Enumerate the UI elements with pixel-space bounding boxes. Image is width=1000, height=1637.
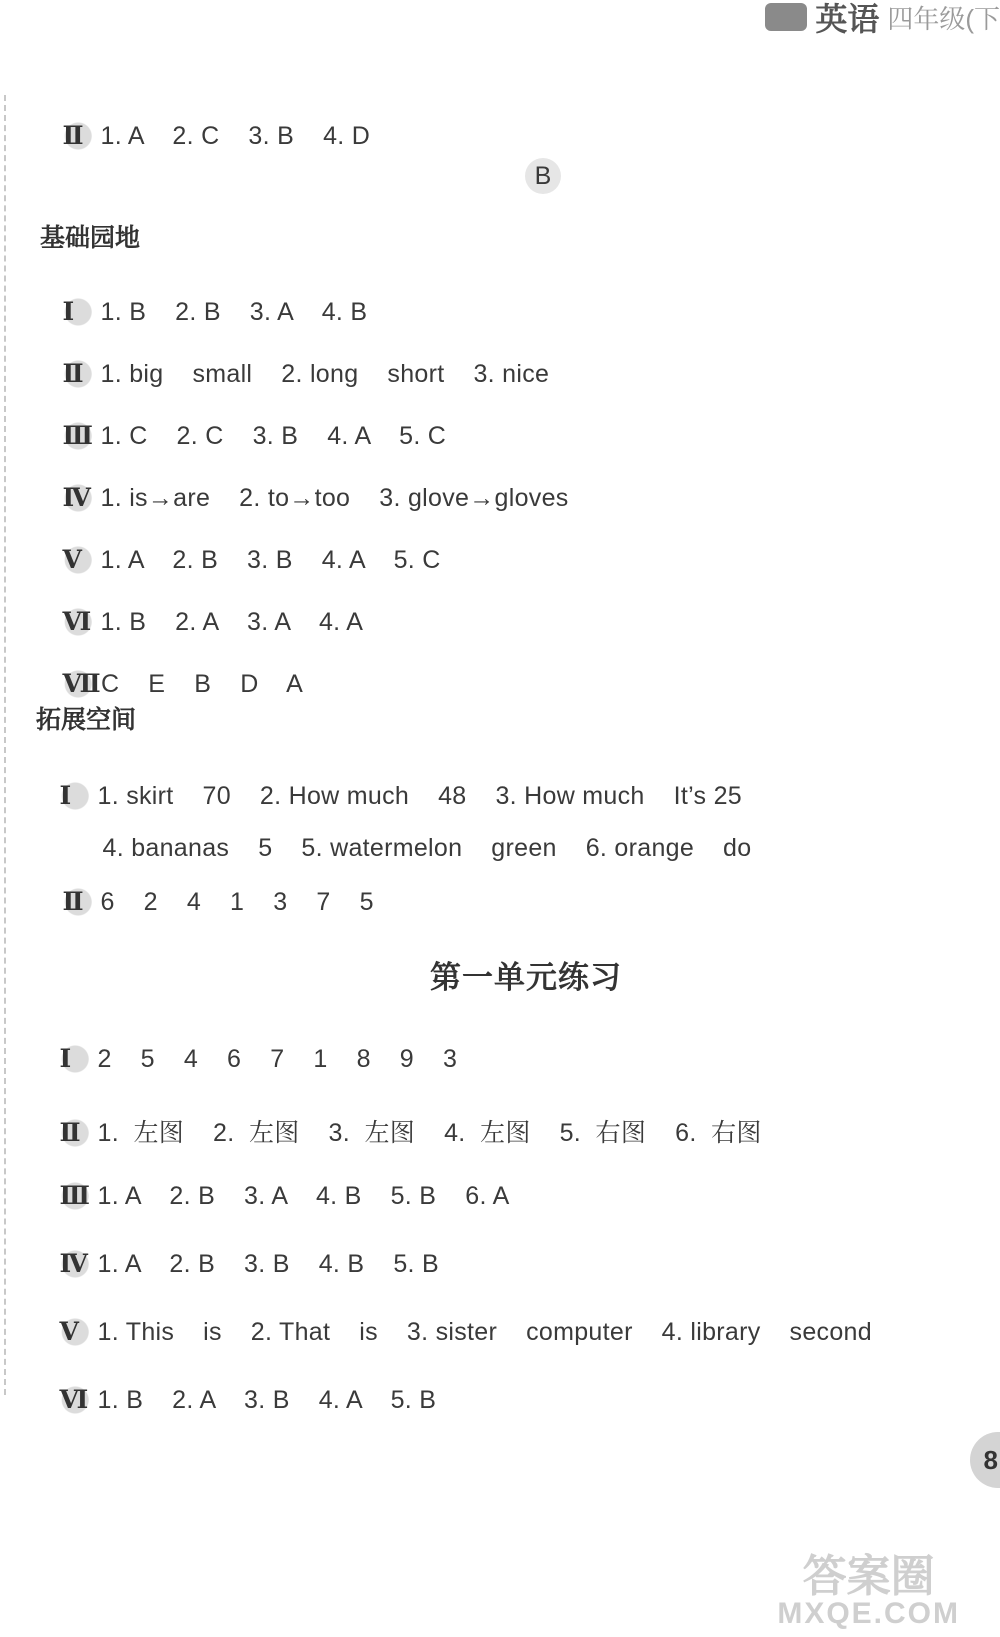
answer-text: C E B D A <box>100 670 304 698</box>
book-logo-icon <box>765 3 807 31</box>
section-b-label: B <box>525 158 561 194</box>
answer-line <box>48 268 367 327</box>
answer-line <box>45 1356 436 1415</box>
page-header <box>700 0 1000 37</box>
question-number: Ⅶ <box>62 671 101 698</box>
answer-text: 1. big small 2. long short 3. nice <box>100 360 550 388</box>
watermark-logo <box>777 1552 960 1630</box>
question-number: Ⅱ <box>63 359 101 389</box>
answer-line <box>48 330 549 389</box>
question-number: Ⅲ <box>63 421 101 451</box>
header-subject: 英语 <box>815 1 880 37</box>
answer-line <box>48 858 374 917</box>
answer-text: 1. C 2. C 3. B 4. A 5. C <box>100 422 447 450</box>
header-grade: 四年级(下 <box>887 3 1000 34</box>
answer-text: 1. B 2. A 3. A 4. A <box>100 608 364 636</box>
answer-text: 2 5 4 6 7 1 8 9 3 <box>97 1045 458 1073</box>
answer-line <box>48 516 441 575</box>
answer-line <box>45 1220 439 1279</box>
question-number: Ⅳ <box>60 1249 98 1279</box>
answer-line <box>45 1015 457 1074</box>
answer-text: 4. bananas 5 5. watermelon green 6. orange do <box>102 834 752 862</box>
answer-line <box>45 1084 762 1149</box>
answer-text: 1. A 2. B 3. B 4. B 5. B <box>97 1250 440 1278</box>
question-number: Ⅱ <box>63 887 101 917</box>
answer-text: 1. A 2. C 3. B 4. D <box>100 122 371 150</box>
answer-line <box>48 578 363 637</box>
answer-line <box>45 1152 510 1211</box>
question-number: Ⅳ <box>63 483 101 513</box>
answer-line <box>48 640 303 699</box>
question-number: Ⅲ <box>60 1181 98 1211</box>
section-title-tuozhan: 拓展空间 <box>36 706 137 734</box>
answer-line <box>45 1288 872 1347</box>
question-number: Ⅰ <box>60 1044 98 1074</box>
answer-line <box>88 805 751 863</box>
answer-line <box>48 92 370 151</box>
answer-line <box>45 752 742 811</box>
watermark-main: 答案圈 <box>802 1552 935 1601</box>
page-number-tab: 8 <box>970 1432 1000 1488</box>
answer-text: 1. is→are 2. to→too 3. glove→gloves <box>100 484 569 512</box>
answer-line <box>48 392 446 451</box>
question-number: Ⅵ <box>63 607 101 637</box>
question-number: Ⅴ <box>60 1317 98 1347</box>
section-title-jichu: 基础园地 <box>40 224 141 252</box>
answer-line <box>48 454 569 513</box>
answer-text: 1. A 2. B 3. B 4. A 5. C <box>100 546 441 574</box>
unit-title: 第一单元练习 <box>430 960 622 995</box>
answer-text: 1. 左图 2. 左图 3. 左图 4. 左图 5. 右图 6. 右图 <box>97 1119 762 1147</box>
question-number: Ⅵ <box>60 1385 98 1415</box>
answer-text: 1. A 2. B 3. A 4. B 5. B 6. A <box>97 1182 510 1210</box>
answer-text: 1. B 2. A 3. B 4. A 5. B <box>97 1386 437 1414</box>
watermark-sub: MXQE.COM <box>777 1597 960 1630</box>
binding-margin-divider <box>4 95 6 1395</box>
answer-text: 1. This is 2. That is 3. sister computer 4. library second <box>97 1318 872 1346</box>
question-number: Ⅱ <box>63 121 101 151</box>
question-number: Ⅴ <box>63 545 101 575</box>
question-number: Ⅰ <box>63 297 101 327</box>
question-number: Ⅰ <box>60 781 98 811</box>
question-number: Ⅱ <box>60 1118 98 1148</box>
answer-text: 1. B 2. B 3. A 4. B <box>100 298 368 326</box>
answer-text: 6 2 4 1 3 7 5 <box>100 888 374 916</box>
answer-text: 1. skirt 70 2. How much 48 3. How much It’s 25 <box>97 782 742 810</box>
